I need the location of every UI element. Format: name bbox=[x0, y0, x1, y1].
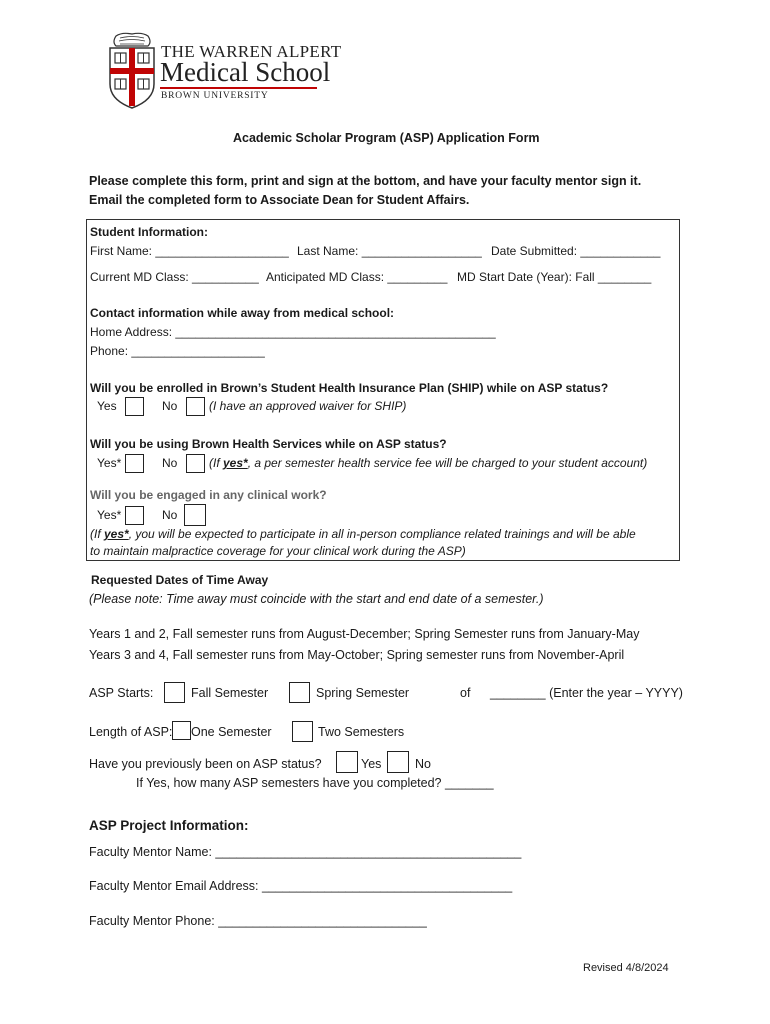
phone-field[interactable]: Phone: ____________________ bbox=[90, 344, 265, 358]
fall-semester-label: Fall Semester bbox=[191, 686, 269, 700]
fall-semester-checkbox[interactable] bbox=[164, 682, 185, 703]
ship-note: (I have an approved waiver for SHIP) bbox=[209, 399, 407, 413]
health-yes-label: Yes* bbox=[97, 456, 122, 470]
asp-starts-label: ASP Starts: bbox=[89, 686, 154, 700]
contact-heading: Contact information while away from medical school: bbox=[90, 306, 395, 320]
previous-yes-checkbox[interactable] bbox=[336, 751, 358, 773]
mentor-phone-field[interactable]: Faculty Mentor Phone: ______________________________ bbox=[89, 914, 427, 928]
previous-question: Have you previously been on ASP status? bbox=[89, 757, 322, 771]
years-3-4-schedule: Years 3 and 4, Fall semester runs from May-October; Spring semester runs from November-April bbox=[89, 648, 625, 662]
dates-note: (Please note: Time away must coincide with the start and end date of a semester.) bbox=[89, 592, 544, 606]
two-semesters-label: Two Semesters bbox=[318, 725, 405, 739]
spring-semester-checkbox[interactable] bbox=[289, 682, 310, 703]
length-label: Length of ASP: bbox=[89, 725, 173, 739]
home-address-field[interactable]: Home Address: ________________________________________________ bbox=[90, 325, 496, 339]
health-yes-checkbox[interactable] bbox=[125, 454, 144, 473]
ship-question: Will you be enrolled in Brown’s Student Health Insurance Plan (SHIP) while on ASP status? bbox=[90, 381, 609, 395]
ship-no-label: No bbox=[162, 399, 178, 413]
first-name-field[interactable]: First Name: ____________________ bbox=[90, 244, 289, 258]
years-1-2-schedule: Years 1 and 2, Fall semester runs from August-December; Spring Semester runs from January-May bbox=[89, 627, 640, 641]
anticipated-md-class-field[interactable]: Anticipated MD Class: _________ bbox=[266, 270, 448, 284]
form-title: Academic Scholar Program (ASP) Application Form bbox=[233, 131, 540, 145]
clinical-question: Will you be engaged in any clinical work? bbox=[90, 488, 327, 502]
previous-no-label: No bbox=[415, 757, 431, 771]
project-heading: ASP Project Information: bbox=[89, 818, 249, 833]
ship-yes-checkbox[interactable] bbox=[125, 397, 144, 416]
health-no-checkbox[interactable] bbox=[186, 454, 205, 473]
last-name-field[interactable]: Last Name: __________________ bbox=[297, 244, 482, 258]
health-no-label: No bbox=[162, 456, 178, 470]
previous-yes-label: Yes bbox=[361, 757, 382, 771]
start-year-field[interactable]: ________ (Enter the year – YYYY) bbox=[490, 686, 683, 700]
clinical-note-line-2: to maintain malpractice coverage for your clinical work during the ASP) bbox=[90, 544, 466, 558]
mentor-email-field[interactable]: Faculty Mentor Email Address: ____________________________________ bbox=[89, 879, 513, 893]
mentor-name-field[interactable]: Faculty Mentor Name: ____________________________________________ bbox=[89, 845, 522, 859]
date-submitted-field[interactable]: Date Submitted: ____________ bbox=[491, 244, 661, 258]
one-semester-label: One Semester bbox=[191, 725, 272, 739]
spring-semester-label: Spring Semester bbox=[316, 686, 410, 700]
logo-line-2: Medical School bbox=[160, 57, 331, 87]
previous-semesters-field[interactable]: If Yes, how many ASP semesters have you completed? _______ bbox=[136, 776, 494, 790]
of-label: of bbox=[460, 686, 471, 700]
instructions-line-2: Email the completed form to Associate Dean for Student Affairs. bbox=[89, 193, 470, 207]
revised-date: Revised 4/8/2024 bbox=[583, 962, 669, 974]
student-info-heading: Student Information: bbox=[90, 225, 208, 239]
clinical-no-label: No bbox=[162, 508, 178, 522]
clinical-no-checkbox[interactable] bbox=[184, 504, 206, 526]
dates-heading: Requested Dates of Time Away bbox=[91, 573, 269, 587]
md-start-date-field[interactable]: MD Start Date (Year): Fall ________ bbox=[457, 270, 652, 284]
logo-line-1: THE WARREN ALPERT bbox=[161, 42, 342, 61]
logo-line-3: BROWN UNIVERSITY bbox=[161, 91, 269, 101]
health-services-question: Will you be using Brown Health Services while on ASP status? bbox=[90, 437, 447, 451]
logo-rule bbox=[160, 87, 317, 89]
clinical-yes-label: Yes* bbox=[97, 508, 122, 522]
clinical-note: (If yes*, you will be expected to participate in all in-person compliance related trainings and will be able bbox=[90, 527, 636, 541]
ship-yes-label: Yes bbox=[97, 399, 117, 413]
health-note: (If yes*, a per semester health service fee will be charged to your student account) bbox=[209, 456, 648, 470]
previous-no-checkbox[interactable] bbox=[387, 751, 409, 773]
shield-icon bbox=[108, 32, 156, 110]
clinical-yes-checkbox[interactable] bbox=[125, 506, 144, 525]
ship-no-checkbox[interactable] bbox=[186, 397, 205, 416]
instructions-line-1: Please complete this form, print and sign at the bottom, and have your faculty mentor sign it. bbox=[89, 174, 642, 188]
current-md-class-field[interactable]: Current MD Class: __________ bbox=[90, 270, 259, 284]
one-semester-checkbox[interactable] bbox=[172, 721, 191, 740]
two-semesters-checkbox[interactable] bbox=[292, 721, 313, 742]
